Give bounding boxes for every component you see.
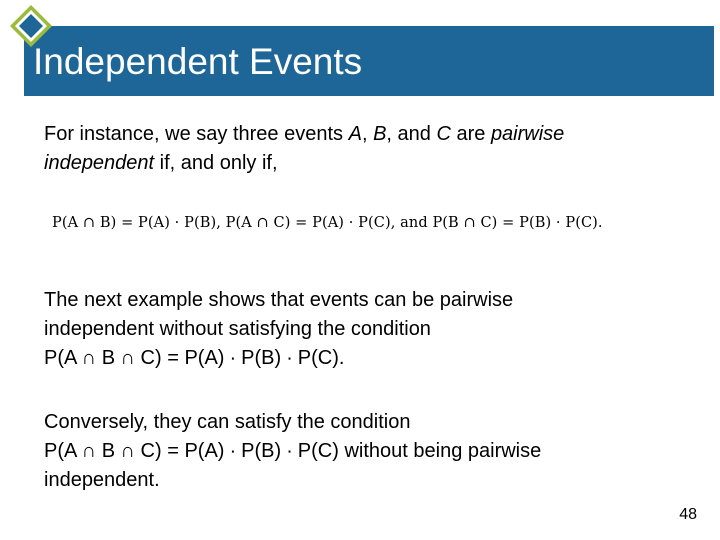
paragraph-line: Conversely, they can satisfy the condition (44, 411, 411, 433)
condition-formula: P(A ∩ B ∩ C) = P(A) ∙ P(B) ∙ P(C). (44, 347, 345, 369)
paragraph-converse (44, 408, 541, 495)
term-independent: independent (44, 152, 155, 174)
paragraph-line: independent without satisfying the condition (44, 318, 431, 340)
paragraph-example (44, 286, 513, 373)
pairwise-independence-formula: P(A ∩ B) = P(A) · P(B), P(A ∩ C) = P(A) · P(C), and P(B ∩ C) = P(B) · P(C). (52, 215, 603, 231)
paragraph-pairwise-definition (44, 120, 564, 178)
paragraph-line: independent. (44, 469, 160, 491)
paragraph-line: independent if, and only if, (44, 152, 278, 174)
page-number: 48 (679, 506, 697, 523)
paragraph-line: P(A ∩ B ∩ C) = P(A) ∙ P(B) ∙ P(C) without being pairwise (44, 440, 542, 462)
paragraph-line: The next example shows that events can be pairwise (44, 289, 514, 311)
paragraph-line: For instance, we say three events A, B, and C are pairwise (44, 123, 565, 145)
condition-formula: P(A ∩ B ∩ C) = P(A) ∙ P(B) ∙ P(C) (44, 440, 339, 462)
term-pairwise: pairwise (490, 123, 565, 145)
slide-title: Independent Events (33, 41, 363, 82)
